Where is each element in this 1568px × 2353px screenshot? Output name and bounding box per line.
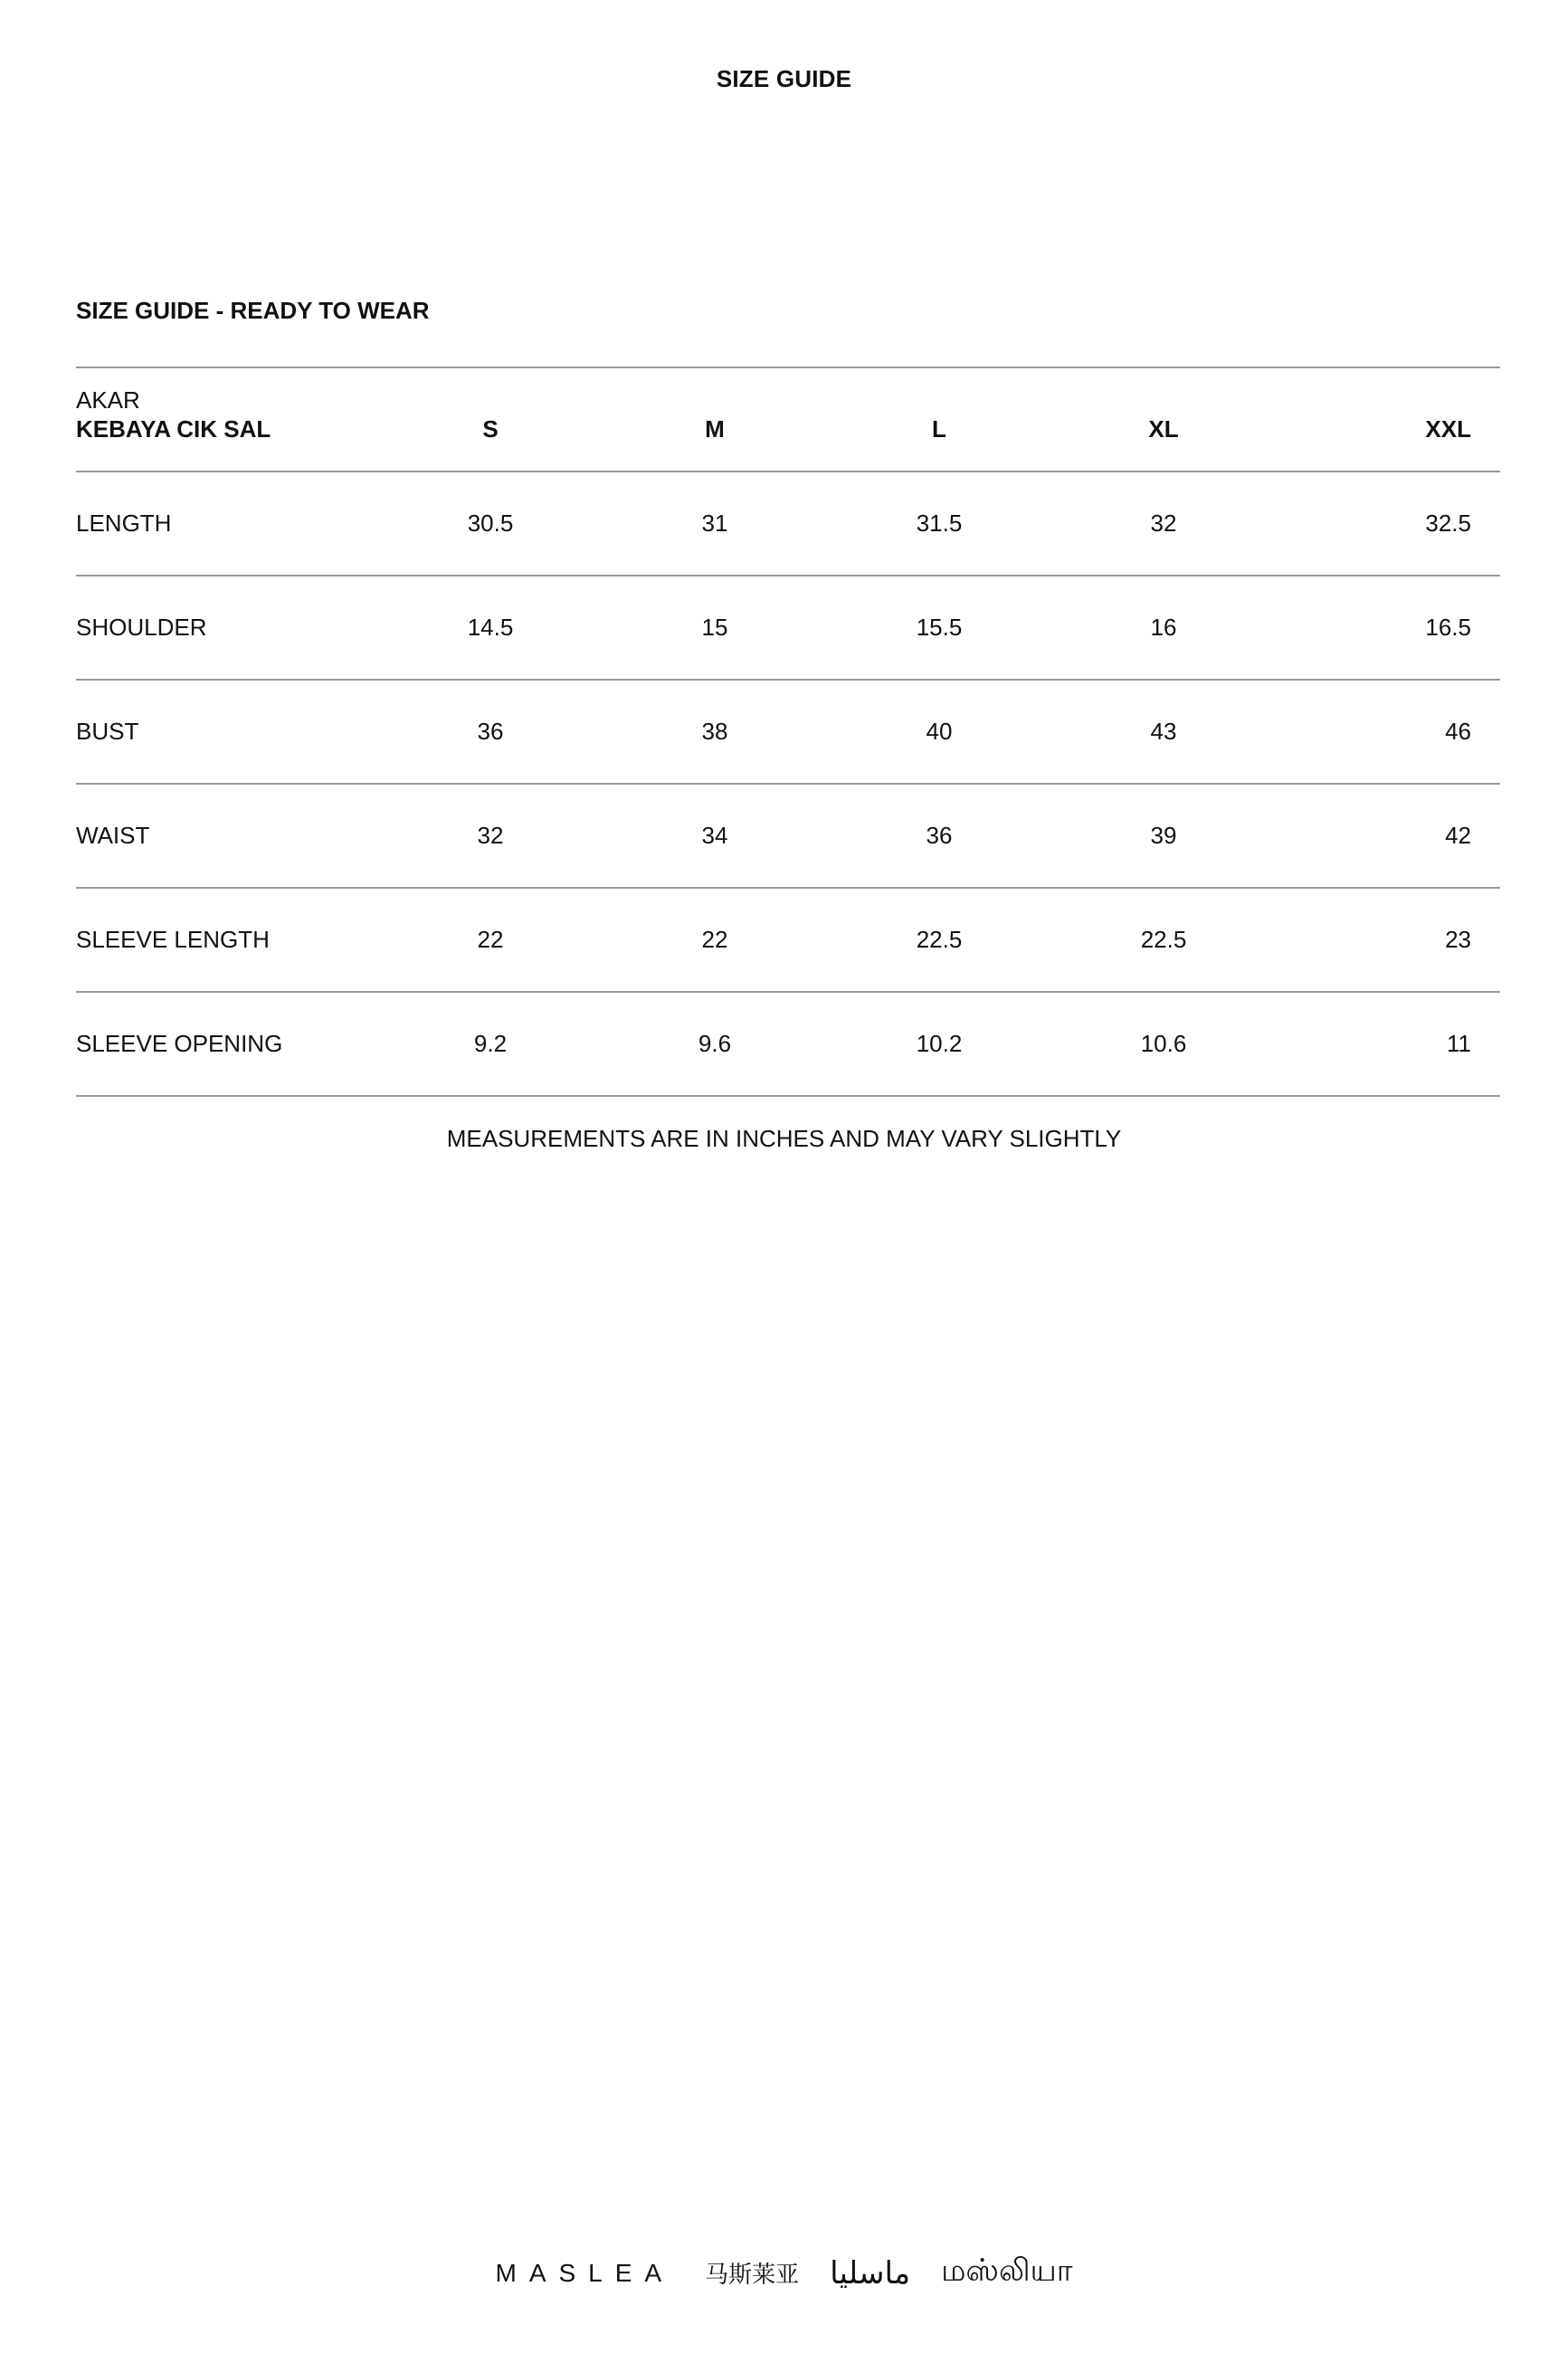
table-cell: 32 (1051, 472, 1276, 576)
table-cell: 39 (1051, 784, 1276, 888)
table-cell: 22 (603, 888, 827, 992)
brand-name-chinese: 马斯莱亚 (705, 2261, 800, 2288)
table-cell: 30.5 (378, 472, 603, 576)
measurement-note: MEASUREMENTS ARE IN INCHES AND MAY VARY SLIGHTLY (446, 1125, 1122, 1152)
brand-name-arabic: ماسليا (830, 2255, 911, 2291)
table-cell: 10.2 (827, 992, 1051, 1096)
table-cell: 31 (603, 472, 827, 576)
size-header-xxl: XXL (1276, 367, 1500, 472)
table-row (76, 680, 1500, 784)
row-label: BUST (76, 680, 378, 784)
table-row (76, 576, 1500, 680)
table-cell: 16 (1051, 576, 1276, 680)
brand-name-latin: MASLEA (495, 2258, 675, 2287)
table-row (76, 472, 1500, 576)
size-header-l: L (827, 367, 1051, 472)
table-row (76, 992, 1500, 1096)
table-cell: 43 (1051, 680, 1276, 784)
table-cell: 22 (378, 888, 603, 992)
table-cell: 15.5 (827, 576, 1051, 680)
size-chart-table (76, 367, 1500, 1097)
table-cell: 11 (1276, 992, 1500, 1096)
collection-name: AKAR (76, 386, 140, 414)
table-cell: 14.5 (378, 576, 603, 680)
table-cell: 31.5 (827, 472, 1051, 576)
table-cell: 38 (603, 680, 827, 784)
table-cell: 36 (378, 680, 603, 784)
table-cell: 22.5 (827, 888, 1051, 992)
size-header-xl: XL (1051, 367, 1276, 472)
table-cell: 36 (827, 784, 1051, 888)
brand-logo (0, 2253, 1568, 2292)
product-heading (76, 367, 378, 472)
table-cell: 23 (1276, 888, 1500, 992)
table-row (76, 888, 1500, 992)
table-cell: 10.6 (1051, 992, 1276, 1096)
row-label: SLEEVE OPENING (76, 992, 378, 1096)
size-header-s: S (378, 367, 603, 472)
table-cell: 42 (1276, 784, 1500, 888)
row-label: WAIST (76, 784, 378, 888)
table-cell: 32.5 (1276, 472, 1500, 576)
row-label: SHOULDER (76, 576, 378, 680)
table-header-row (76, 367, 1500, 472)
product-name: KEBAYA CIK SAL (76, 415, 271, 443)
table-cell: 46 (1276, 680, 1500, 784)
table-cell: 16.5 (1276, 576, 1500, 680)
table-cell: 9.2 (378, 992, 603, 1096)
brand-name-tamil: மஸ்லியா (941, 2253, 1073, 2288)
table-cell: 22.5 (1051, 888, 1276, 992)
row-label: LENGTH (76, 472, 378, 576)
size-header-m: M (603, 367, 827, 472)
section-title: SIZE GUIDE - READY TO WEAR (76, 297, 430, 324)
page-title: SIZE GUIDE (716, 65, 852, 92)
table-cell: 40 (827, 680, 1051, 784)
table-cell: 15 (603, 576, 827, 680)
table-cell: 32 (378, 784, 603, 888)
table-row (76, 784, 1500, 888)
row-label: SLEEVE LENGTH (76, 888, 378, 992)
table-cell: 34 (603, 784, 827, 888)
table-cell: 9.6 (603, 992, 827, 1096)
